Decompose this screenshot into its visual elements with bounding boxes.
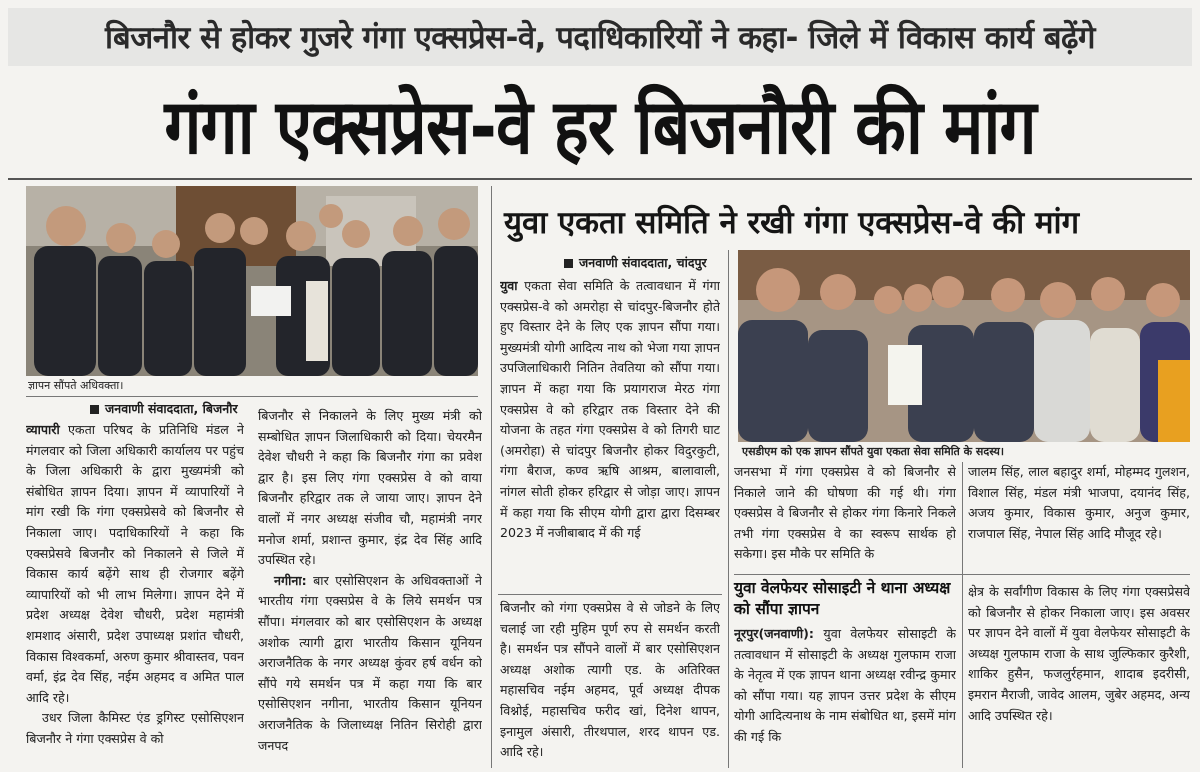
story1-continued-para: बिजनौर को गंगा एक्सप्रेस वे से जोडने के लिए चलाई जा रही मुहिम पूर्ण रुप से समर्थन करती है। समर्थन पत्र सौंपने वालों में बार एसोसिएशन अध्यक्ष अशोक त्यागी एड. के अतिरिक्त महासचिव नईम अहमद, पूर्व अध्यक्ष दीपक विश्नोई, महासचिव फरीद खां, दिनेश थापन, इनामुल अंसारी, तीरथपाल, शरद थापन एड. आदि रहे।	[500, 600, 720, 760]
story3-col1-lead: नूरपुर(जनवाणी):	[734, 626, 814, 641]
story2-photo-caption: एसडीएम को एक ज्ञापन सौंपते युवा एकता सेवा समिति के सदस्य।	[742, 445, 1005, 458]
byline-square-icon	[90, 405, 99, 414]
story3-headline: युवा वेलफेयर सोसाइटी ने थाना अध्यक्ष को सौंपा ज्ञापन	[734, 579, 951, 618]
strap-headline: बिजनौर से होकर गुजरे गंगा एक्सप्रेस-वे, पदाधिकारियों ने कहा- जिले में विकास कार्य बढ़ेंगे	[105, 20, 1095, 56]
story1-col1-lead: व्यापारी	[26, 422, 60, 437]
story1-photo-caption: ज्ञापन सौंपते अधिवक्ता।	[28, 379, 124, 392]
story1-column-1	[26, 420, 244, 768]
column-divider-1	[491, 186, 492, 768]
story3-col1-text: युवा वेलफेयर सोसाइटी के तत्वावधान में सोसाइटी के अध्यक्ष गुलफाम राजा के नेतृत्व में एक ज्ञापन थाना अध्यक्ष रवीन्द्र कुमार को सौंपा गया। यह ज्ञापन उत्तर प्रदेश के सीएम योगी आदित्यनाथ के नाम संबोधित था, इसमें मांग की गई कि	[734, 626, 956, 744]
story1-col1-para	[26, 420, 244, 708]
story3-top-rule	[734, 574, 1190, 575]
story2-col1-lead: युवा	[500, 278, 518, 293]
story3-col2-para: क्षेत्र के सर्वांगीण विकास के लिए गंगा एक्सप्रेसवे को बिजनौर से होकर निकाला जाए। इस अवसर पर ज्ञापन देने वालों में युवा वेलफेयर सोसाइटी के अध्यक्ष गुलफाम राजा के साथ जुल्फिकार कुरैशी, शाकिर हुसैन, फजलुर्रहमान, शादाब इदरीसी, इमरान मैराजी, जावेद आलम, जुबेर अहमद, अन्य आदि उपस्थित रहे।	[968, 584, 1190, 723]
story2-column-1	[500, 276, 720, 592]
story1-col2-para: बिजनौर से निकालने के लिए मुख्य मंत्री को सम्बोधित ज्ञापन जिलाधिकारी को दिया। चेयरमैन देवेश चौधरी ने कहा कि बिजनौर गंगा का प्रवेश द्वार है। इस लिए गंगा एक्सप्रेस वे को वाया बिजनौर हरिद्वार तक ले जाया जाए। ज्ञापन देने वालों में नगर अध्यक्ष संजीव चौ, महामंत्री नगर मनोज शर्मा, प्रशान्त कुमार, इंद्र देव सिंह आदि उपस्थित रहे।	[258, 408, 482, 568]
story1-col2-lead: नगीना:	[274, 572, 307, 588]
headline-divider	[8, 178, 1192, 180]
story3-column-2	[968, 582, 1190, 768]
story1-byline-box	[90, 400, 238, 417]
story1-continued-column	[500, 598, 720, 768]
story3-col1-para	[734, 624, 956, 748]
story1-byline: जनवाणी संवाददाता, बिजनौर	[105, 401, 238, 416]
story1-col1-text: एकता परिषद के प्रतिनिधि मंडल ने मंगलवार को जिला अधिकारी कार्यालय पर पहुंच के जिला अधिकारी के द्वारा मुख्यमंत्री को संबोधित ज्ञापन दिया। ज्ञापन में व्यापारियों ने मांग रखी कि गंगा एक्सप्रेसवे को बिजनौर से निकाला जाए। पदाधिकारियों ने कहा कि एक्सप्रेसवे बिजनौर को निकालने से जिले में विकास कार्य बढ़ेंगे साथ ही रोजगार बढ़ेंगे व्यापारियों को भी लाभ मिलेगा। ज्ञापन देने में प्रदेश अध्यक्ष देवेश चौधरी, प्रदेश महामंत्री शमशाद अंसारी, प्रदेश उपाध्यक्ष प्रशांत चौधरी, विकास विश्वकर्मा, अरुण कुमार श्रीवास्तव, पवन वर्मा, इंद्र देव सिंह, नईम अहमद व अमित पाल आदि रहे।	[26, 422, 244, 705]
story2-col-rule	[498, 594, 722, 595]
story2-headline: युवा एकता समिति ने रखी गंगा एक्सप्रेस-वे की मांग	[504, 205, 1080, 241]
story2-col3-para: जालम सिंह, लाल बहादुर शर्मा, मोहम्मद गुलशन, विशाल सिंह, मंडल मंत्री भाजपा, दयानंद सिंह, अजय कुमार, विकास कुमार, अनुज कुमार, राजपाल सिंह, नेपाल सिंह आदि मौजूद रहे।	[968, 464, 1190, 541]
main-headline: गंगा एक्सप्रेस-वे हर बिजनौरी की मांग	[164, 82, 1036, 172]
story2-col2-para: जनसभा में गंगा एक्सप्रेस वे को बिजनौर से निकाले जाने की घोषणा की गई थी। गंगा एक्सप्रेस वे बिजनौर से होकर गंगा किनारे निकले तभी गंगा एक्सप्रेस वे का स्वरूप सार्थक हो सकेगा। इस मौके पर समिति के	[734, 464, 956, 562]
story2-byline: जनवाणी संवाददाता, चांदपुर	[579, 255, 707, 270]
story2-headline-box	[504, 198, 1194, 246]
story1-photo	[26, 186, 478, 376]
story2-column-3	[968, 462, 1190, 572]
story2-column-2	[734, 462, 956, 572]
story1-column-2	[258, 406, 482, 768]
story2-col1-para	[500, 276, 720, 544]
story1-col2-para2	[258, 571, 482, 756]
story2-byline-box	[564, 254, 707, 271]
byline-square-icon	[564, 259, 573, 268]
story2-photo	[738, 250, 1190, 442]
column-divider-2	[728, 250, 729, 768]
story1-col2-text2: बार एसोसिएशन के अधिवक्ताओं ने भारतीय गंगा एक्सप्रेस वे के लिये समर्थन पत्र सौंपा। मंगलवार को बार एसोसिएशन के अध्यक्ष अशोक त्यागी द्वारा भारतीय किसान यूनियन अराजनैतिक के नगर अध्यक्ष कुंवर हर्ष वर्धन को सौंपे गये समर्थन पत्र में कहा गया कि बार एसोसिएशन नगीना, भारतीय किसान यूनियन अराजनैतिक के जिलाध्यक्ष नितिन सिरोही द्वारा जनपद	[258, 572, 482, 753]
strap-headline-bar	[8, 8, 1192, 66]
story1-col1-para2: उधर जिला कैमिस्ट एंड ड्रगिस्ट एसोसिएशन बिजनौर ने गंगा एक्सप्रेस वे को	[26, 710, 244, 746]
main-headline-box	[8, 72, 1192, 176]
story1-caption-rule	[26, 396, 478, 397]
column-divider-3	[962, 462, 963, 768]
story3-column-1	[734, 624, 956, 768]
story2-col1-text: एकता सेवा समिति के तत्वावधान में गंगा एक्सप्रेस-वे को अमरोहा से चांदपुर-बिजनौर होते हुए विस्तार देने के लिए एक ज्ञापन सौंपा गया। मुख्यमंत्री योगी आदित्य नाथ को भेजा गया ज्ञापन उपजिलाधिकारी नितिन तेवतिया को सौंपा गया। ज्ञापन में कहा गया कि प्रयागराज मेरठ गंगा एक्सप्रेस वे को हरिद्वार तक विस्तार देने की योजना के तहत गंगा एक्सप्रेस वे को तिगरी घाट (अमरोहा) से चांदपुर बिजनौर होकर विदुरकुटी, गंगा बैराज, कण्व ऋषि आश्रम, बालावाली, नांगल सोती होकर हरिद्वार से जोड़ा जाए। ज्ञापन में कहा गया कि सीएम योगी द्वारा द्वारा दिसम्बर 2023 में नजीबाबाद में की गई	[500, 278, 720, 541]
